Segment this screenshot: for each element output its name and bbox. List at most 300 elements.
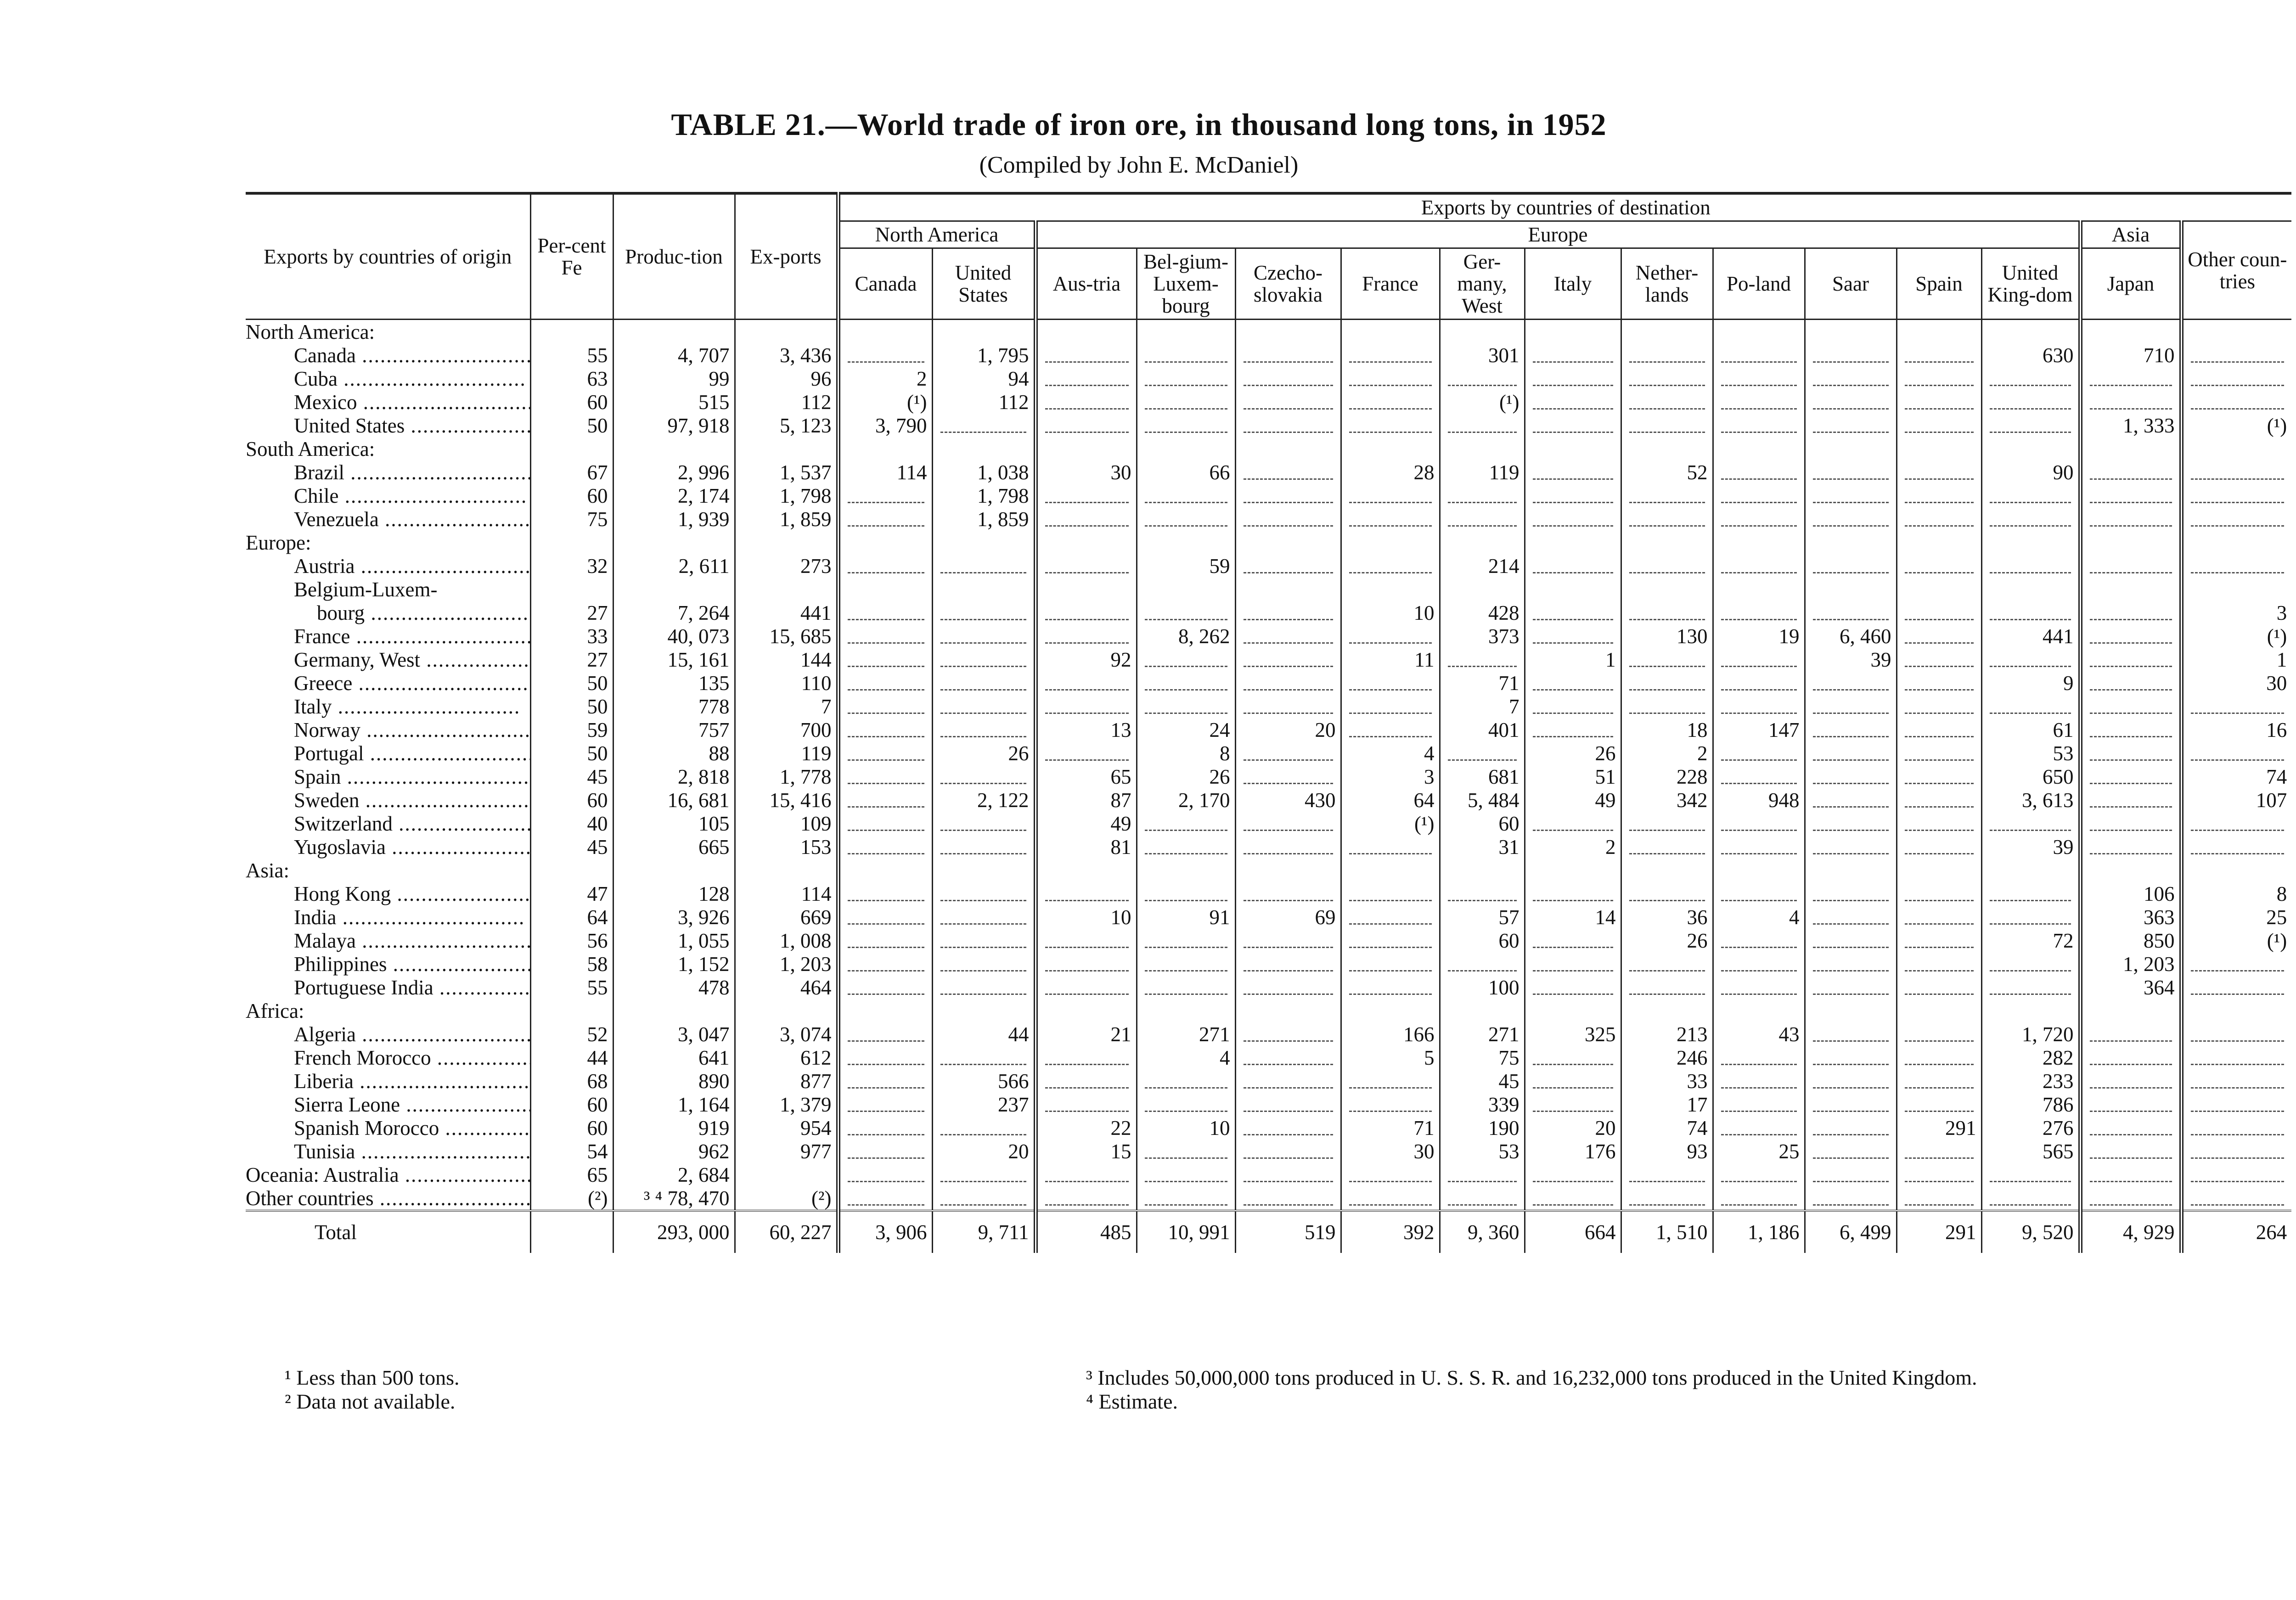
- cell: 64: [530, 905, 613, 929]
- cell: 52: [530, 1022, 613, 1046]
- cell: [1713, 695, 1805, 718]
- cell: 44: [932, 1022, 1035, 1046]
- cell: [1235, 578, 1341, 601]
- cell: [932, 929, 1035, 952]
- cell: 515: [613, 390, 735, 414]
- cell: [1896, 578, 1981, 601]
- cell: [1035, 1093, 1137, 1116]
- cell: [1713, 929, 1805, 952]
- cell: [1805, 765, 1896, 788]
- cell: [932, 671, 1035, 695]
- cell: 55: [530, 976, 613, 999]
- cell: 26: [1525, 741, 1621, 765]
- cell: [2181, 812, 2291, 835]
- cell: [1035, 390, 1137, 414]
- cell: [1981, 648, 2080, 671]
- cell: [1525, 367, 1621, 390]
- cell: [1805, 554, 1896, 578]
- header-production: Produc-tion: [613, 193, 735, 320]
- cell: [1713, 320, 1805, 344]
- header-col-4: Czecho-slovakia: [1235, 248, 1341, 320]
- cell: [613, 437, 735, 460]
- table-row: [246, 882, 2291, 905]
- cell: [838, 718, 932, 741]
- cell: 21: [1035, 1022, 1137, 1046]
- cell: [932, 718, 1035, 741]
- cell: 919: [613, 1116, 735, 1140]
- cell: [1525, 507, 1621, 531]
- cell: [1805, 812, 1896, 835]
- cell: 3: [2181, 601, 2291, 624]
- table-row: [246, 460, 2291, 484]
- cell: [1896, 835, 1981, 859]
- cell: [1621, 859, 1713, 882]
- cell: 428: [1440, 601, 1525, 624]
- cell: [932, 765, 1035, 788]
- header-col-8: Nether-lands: [1621, 248, 1713, 320]
- cell: [932, 531, 1035, 554]
- cell: [838, 1140, 932, 1163]
- cell: [1805, 1093, 1896, 1116]
- cell: [1713, 1116, 1805, 1140]
- cell: (¹): [1440, 390, 1525, 414]
- cell: 264: [2181, 1211, 2291, 1253]
- cell: [1981, 390, 2080, 414]
- cell: [1621, 367, 1713, 390]
- cell: [1137, 1093, 1235, 1116]
- cell: 650: [1981, 765, 2080, 788]
- cell: [932, 1116, 1035, 1140]
- cell: [1981, 952, 2080, 976]
- cell: [2181, 437, 2291, 460]
- table-row: [246, 648, 2291, 671]
- cell: 7, 264: [613, 601, 735, 624]
- cell: [1137, 601, 1235, 624]
- cell: [2181, 695, 2291, 718]
- cell: 50: [530, 671, 613, 695]
- cell: [1805, 531, 1896, 554]
- cell: [1525, 952, 1621, 976]
- origin-country: United States .....: [246, 414, 530, 437]
- cell: [1896, 788, 1981, 812]
- cell: [1235, 859, 1341, 882]
- cell: 60: [530, 390, 613, 414]
- cell: [1235, 976, 1341, 999]
- table-row: [246, 765, 2291, 788]
- cell: [1621, 554, 1713, 578]
- cell: [1896, 882, 1981, 905]
- header-europe: Europe: [1035, 221, 2080, 248]
- cell: [2080, 507, 2181, 531]
- cell: 1, 798: [735, 484, 838, 507]
- table-row: [246, 414, 2291, 437]
- cell: [735, 578, 838, 601]
- cell: [1896, 999, 1981, 1022]
- cell: [1137, 1069, 1235, 1093]
- cell: [932, 999, 1035, 1022]
- origin-country: Greece .....: [246, 671, 530, 695]
- cell: [1235, 531, 1341, 554]
- cell: [838, 554, 932, 578]
- cell: 5, 484: [1440, 788, 1525, 812]
- cell: [932, 601, 1035, 624]
- cell: [1440, 999, 1525, 1022]
- cell: 3, 074: [735, 1022, 838, 1046]
- cell: [613, 578, 735, 601]
- cell: [1713, 1186, 1805, 1211]
- cell: 30: [2181, 671, 2291, 695]
- origin-country: Spain .....: [246, 765, 530, 788]
- cell: [1035, 1046, 1137, 1069]
- origin-country: India .....: [246, 905, 530, 929]
- cell: [2080, 367, 2181, 390]
- cell: 50: [530, 414, 613, 437]
- cell: [1805, 741, 1896, 765]
- cell: [1981, 812, 2080, 835]
- table-row: [246, 788, 2291, 812]
- cell: [1137, 882, 1235, 905]
- cell: [2181, 835, 2291, 859]
- cell: [2181, 460, 2291, 484]
- cell: [1035, 437, 1137, 460]
- cell: [1525, 578, 1621, 601]
- cell: [1137, 695, 1235, 718]
- cell: 478: [613, 976, 735, 999]
- cell: [1235, 624, 1341, 648]
- cell: [838, 695, 932, 718]
- cell: [1713, 1069, 1805, 1093]
- cell: [838, 484, 932, 507]
- cell: 40, 073: [613, 624, 735, 648]
- cell: [838, 929, 932, 952]
- cell: [1341, 999, 1440, 1022]
- cell: 757: [613, 718, 735, 741]
- cell: [1981, 695, 2080, 718]
- cell: [1713, 882, 1805, 905]
- origin-country: Portugal .....: [246, 741, 530, 765]
- cell: [1525, 390, 1621, 414]
- cell: 977: [735, 1140, 838, 1163]
- origin-country: Algeria .....: [246, 1022, 530, 1046]
- cell: [1341, 1186, 1440, 1211]
- cell: 669: [735, 905, 838, 929]
- cell: [1896, 741, 1981, 765]
- cell: 30: [1035, 460, 1137, 484]
- cell: [1341, 414, 1440, 437]
- cell: 135: [613, 671, 735, 695]
- cell: 237: [932, 1093, 1035, 1116]
- cell: 2, 996: [613, 460, 735, 484]
- cell: 166: [1341, 1022, 1440, 1046]
- cell: [1235, 1069, 1341, 1093]
- cell: [735, 1163, 838, 1186]
- cell: [838, 976, 932, 999]
- cell: [1981, 601, 2080, 624]
- cell: 291: [1896, 1116, 1981, 1140]
- cell: [2080, 1022, 2181, 1046]
- cell: [1137, 976, 1235, 999]
- cell: 60: [1440, 929, 1525, 952]
- cell: [2080, 999, 2181, 1022]
- cell: [1981, 578, 2080, 601]
- cell: [1981, 1163, 2080, 1186]
- cell: [613, 999, 735, 1022]
- cell: 233: [1981, 1069, 2080, 1093]
- origin-country: Hong Kong .....: [246, 882, 530, 905]
- cell: 119: [735, 741, 838, 765]
- cell: [1896, 929, 1981, 952]
- footnote-2: ² Data not available.: [285, 1390, 456, 1413]
- cell: 56: [530, 929, 613, 952]
- cell: [932, 1186, 1035, 1211]
- cell: [1341, 367, 1440, 390]
- origin-country: Sweden .....: [246, 788, 530, 812]
- cell: [1981, 976, 2080, 999]
- cell: [2080, 601, 2181, 624]
- cell: 954: [735, 1116, 838, 1140]
- cell: 15, 416: [735, 788, 838, 812]
- cell: [1805, 999, 1896, 1022]
- cell: 60: [530, 788, 613, 812]
- cell: 630: [1981, 343, 2080, 367]
- cell: 176: [1525, 1140, 1621, 1163]
- table-row: [246, 718, 2291, 741]
- cell: [838, 741, 932, 765]
- cell: 107: [2181, 788, 2291, 812]
- cell: 153: [735, 835, 838, 859]
- cell: 5: [1341, 1046, 1440, 1069]
- cell: [1805, 929, 1896, 952]
- origin-country: Brazil .....: [246, 460, 530, 484]
- cell: [1805, 460, 1896, 484]
- cell: [2080, 812, 2181, 835]
- cell: [1440, 367, 1525, 390]
- table-row: [246, 1186, 2291, 1211]
- origin-country: Cuba .....: [246, 367, 530, 390]
- cell: 2, 611: [613, 554, 735, 578]
- cell: [1713, 765, 1805, 788]
- cell: 464: [735, 976, 838, 999]
- cell: [1525, 414, 1621, 437]
- cell: 890: [613, 1069, 735, 1093]
- cell: [1805, 578, 1896, 601]
- cell: [1525, 343, 1621, 367]
- cell: [1805, 976, 1896, 999]
- cell: 8: [1137, 741, 1235, 765]
- cell: [1896, 437, 1981, 460]
- cell: [1713, 578, 1805, 601]
- cell: 147: [1713, 718, 1805, 741]
- cell: [1713, 484, 1805, 507]
- cell: [2080, 671, 2181, 695]
- cell: 850: [2080, 929, 2181, 952]
- cell: [932, 320, 1035, 344]
- cell: 33: [530, 624, 613, 648]
- cell: [1896, 952, 1981, 976]
- cell: [1137, 320, 1235, 344]
- cell: [2080, 1163, 2181, 1186]
- cell: 20: [932, 1140, 1035, 1163]
- table-row: [246, 812, 2291, 835]
- table-row: [246, 1140, 2291, 1163]
- cell: [1621, 976, 1713, 999]
- cell: 10, 991: [1137, 1211, 1235, 1253]
- cell: [838, 624, 932, 648]
- cell: [1621, 695, 1713, 718]
- cell: [1713, 1163, 1805, 1186]
- cell: [1713, 414, 1805, 437]
- cell: [1035, 1186, 1137, 1211]
- cell: [1341, 1163, 1440, 1186]
- cell: 97, 918: [613, 414, 735, 437]
- cell: [1137, 367, 1235, 390]
- cell: [530, 859, 613, 882]
- cell: [530, 999, 613, 1022]
- cell: [1137, 343, 1235, 367]
- cell: [1713, 859, 1805, 882]
- cell: [1805, 601, 1896, 624]
- cell: 664: [1525, 1211, 1621, 1253]
- header-asia: Asia: [2080, 221, 2181, 248]
- cell: [1805, 437, 1896, 460]
- cell: 9, 711: [932, 1211, 1035, 1253]
- cell: [1805, 390, 1896, 414]
- cell: [932, 1046, 1035, 1069]
- cell: 114: [838, 460, 932, 484]
- page-subtitle: (Compiled by John E. McDaniel): [979, 152, 1299, 178]
- cell: [1713, 812, 1805, 835]
- cell: [1525, 1093, 1621, 1116]
- cell: 109: [735, 812, 838, 835]
- cell: 59: [1137, 554, 1235, 578]
- cell: [1235, 507, 1341, 531]
- cell: [1341, 578, 1440, 601]
- cell: [1235, 812, 1341, 835]
- origin-country: Mexico .....: [246, 390, 530, 414]
- header-col-9: Po-land: [1713, 248, 1805, 320]
- cell: [1525, 695, 1621, 718]
- cell: 65: [530, 1163, 613, 1186]
- cell: [1137, 1140, 1235, 1163]
- cell: [1235, 1116, 1341, 1140]
- cell: 15, 685: [735, 624, 838, 648]
- cell: [1805, 507, 1896, 531]
- cell: [838, 320, 932, 344]
- cell: 271: [1440, 1022, 1525, 1046]
- cell: [1896, 343, 1981, 367]
- cell: [1713, 999, 1805, 1022]
- cell: [2181, 367, 2291, 390]
- origin-country: Malaya .....: [246, 929, 530, 952]
- cell: 1, 333: [2080, 414, 2181, 437]
- cell: [1137, 835, 1235, 859]
- cell: 1, 720: [1981, 1022, 2080, 1046]
- cell: [1621, 531, 1713, 554]
- cell: [932, 695, 1035, 718]
- cell: 110: [735, 671, 838, 695]
- cell: [1981, 531, 2080, 554]
- cell: 1, 939: [613, 507, 735, 531]
- cell: [2080, 835, 2181, 859]
- cell: [2181, 531, 2291, 554]
- cell: [1137, 578, 1235, 601]
- cell: [1035, 484, 1137, 507]
- table-row: [246, 624, 2291, 648]
- cell: 3, 790: [838, 414, 932, 437]
- cell: [1981, 437, 2080, 460]
- cell: [1805, 671, 1896, 695]
- cell: [2080, 624, 2181, 648]
- table-row: [246, 390, 2291, 414]
- cell: [838, 1116, 932, 1140]
- cell: 9, 360: [1440, 1211, 1525, 1253]
- cell: 7: [735, 695, 838, 718]
- cell: 59: [530, 718, 613, 741]
- cell: [1981, 414, 2080, 437]
- cell: [2181, 952, 2291, 976]
- cell: [1525, 1046, 1621, 1069]
- cell: [1235, 695, 1341, 718]
- cell: [1981, 507, 2080, 531]
- footnote-3: ³ Includes 50,000,000 tons produced in U. S. S. R. and 16,232,000 tons produced in the United Kingdom.: [1086, 1366, 1977, 1389]
- cell: 60, 227: [735, 1211, 838, 1253]
- cell: [1341, 484, 1440, 507]
- cell: 112: [932, 390, 1035, 414]
- cell: 69: [1235, 905, 1341, 929]
- cell: [2181, 1116, 2291, 1140]
- cell: [838, 788, 932, 812]
- origin-country: Norway .....: [246, 718, 530, 741]
- cell: [1713, 741, 1805, 765]
- cell: [2080, 741, 2181, 765]
- cell: [2181, 999, 2291, 1022]
- cell: [1235, 952, 1341, 976]
- cell: 11: [1341, 648, 1440, 671]
- cell: 3: [1341, 765, 1440, 788]
- cell: [1035, 859, 1137, 882]
- table-row: [246, 601, 2291, 624]
- cell: [1235, 367, 1341, 390]
- cell: [1235, 741, 1341, 765]
- cell: [1341, 1093, 1440, 1116]
- table-row: [246, 835, 2291, 859]
- cell: [1341, 320, 1440, 344]
- cell: 16: [2181, 718, 2291, 741]
- cell: [1137, 414, 1235, 437]
- cell: [1035, 531, 1137, 554]
- cell: 26: [1621, 929, 1713, 952]
- cell: [1525, 882, 1621, 905]
- header-origin: Exports by countries of origin: [246, 193, 530, 320]
- cell: [1713, 952, 1805, 976]
- cell: 19: [1713, 624, 1805, 648]
- cell: [1713, 554, 1805, 578]
- cell: 190: [1440, 1116, 1525, 1140]
- cell: 15, 161: [613, 648, 735, 671]
- cell: [1137, 507, 1235, 531]
- cell: [2181, 578, 2291, 601]
- cell: 71: [1341, 1116, 1440, 1140]
- cell: [1525, 484, 1621, 507]
- cell: 10: [1137, 1116, 1235, 1140]
- cell: [1137, 437, 1235, 460]
- cell: [1035, 882, 1137, 905]
- header-col-5: France: [1341, 248, 1440, 320]
- cell: [2080, 578, 2181, 601]
- cell: [1035, 624, 1137, 648]
- table-row: [246, 578, 2291, 601]
- cell: 105: [613, 812, 735, 835]
